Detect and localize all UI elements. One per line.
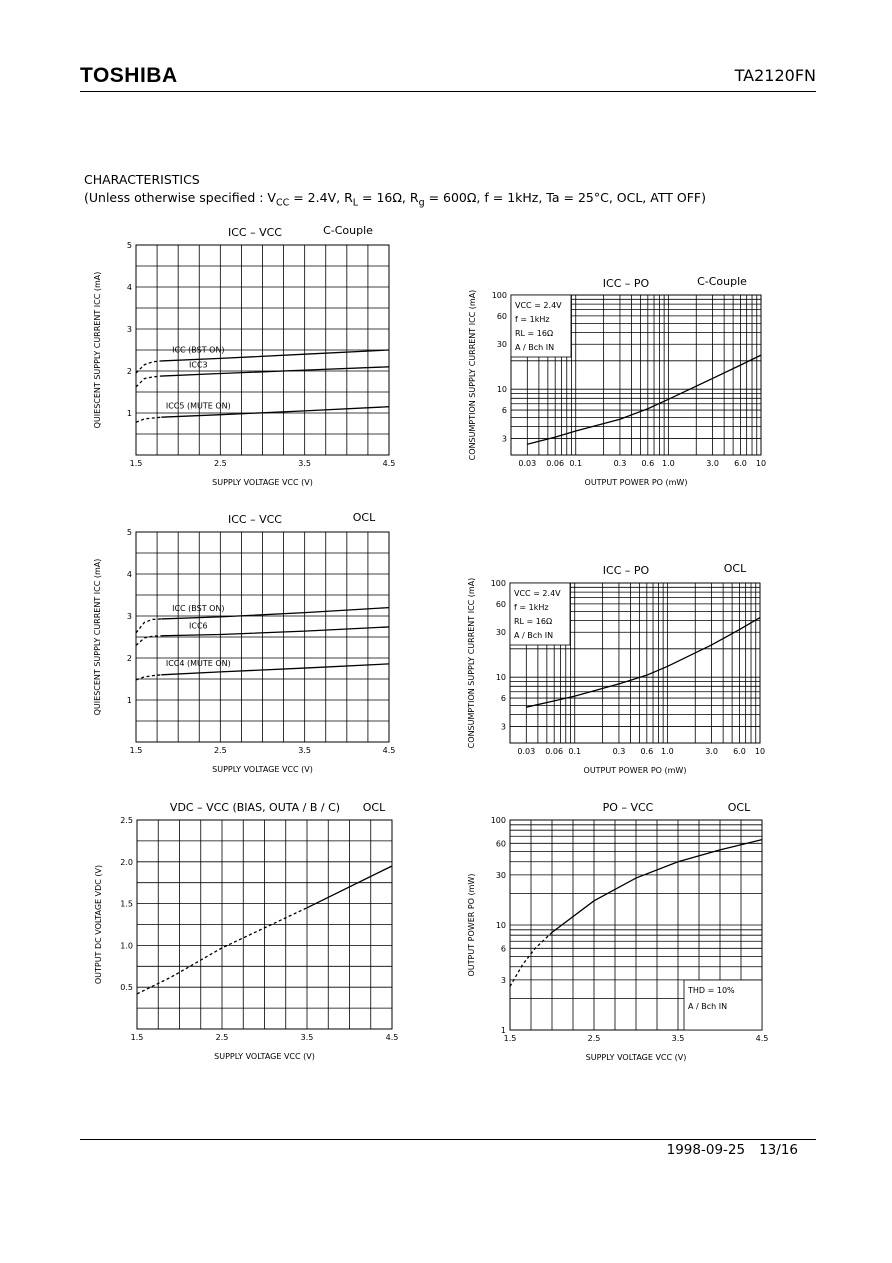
chart-4 [94, 801, 398, 1061]
conditions-rl: = 16Ω, R [358, 190, 419, 205]
chart-title: VDC – VCC (BIAS, OUTA / B / C) [169, 801, 341, 814]
y-tick-label: 30 [495, 870, 506, 880]
y-tick-label: 30 [495, 628, 506, 638]
chart-title: ICC – PO [602, 277, 650, 290]
y-tick-label: 4 [126, 570, 132, 579]
x-tick-label: 1.0 [662, 459, 675, 468]
y-tick-label: 4 [126, 283, 132, 292]
chart-mode: C-Couple [323, 224, 373, 237]
y-tick-label: 30 [496, 340, 507, 350]
legend-entry: VCC = 2.4V [515, 301, 562, 310]
chart-mode: OCL [727, 801, 751, 814]
x-tick-label: 3.5 [300, 1033, 314, 1042]
x-tick-label: 6.0 [733, 747, 746, 756]
legend-entry: A / Bch IN [515, 343, 555, 352]
series-label: ICC5 (MUTE ON) [165, 401, 231, 411]
brand-logo: TOSHIBA [80, 64, 178, 87]
x-tick-label: 0.6 [640, 747, 654, 756]
x-tick-label: 4.5 [385, 1033, 399, 1042]
y-tick-label: 1 [500, 1026, 506, 1035]
y-axis-label: OUTPUT DC VOLTAGE VDC (V) [94, 864, 103, 985]
y-tick-label: 60 [495, 839, 506, 849]
x-tick-label: 0.6 [641, 459, 655, 468]
part-number: TA2120FN [734, 66, 816, 85]
x-tick-label: 1.5 [129, 459, 143, 468]
x-tick-label: 1.5 [130, 1033, 144, 1042]
x-tick-label: 0.06 [546, 459, 565, 468]
footer-page: 13/16 [759, 1142, 798, 1158]
y-tick-label: 1 [126, 409, 132, 418]
x-axis-label: SUPPLY VOLTAGE VCC (V) [214, 1052, 315, 1061]
series-line-dashed [136, 619, 161, 633]
chart-grid [136, 532, 389, 742]
y-tick-label: 100 [491, 291, 507, 300]
legend-entry: THD = 10% [688, 986, 735, 995]
conditions-sub-l: L [352, 197, 359, 209]
y-axis-label: QUIESCENT SUPPLY CURRENT ICC (mA) [93, 558, 102, 716]
x-axis-label: OUTPUT POWER PO (mW) [583, 766, 687, 775]
y-axis-label: CONSUMPTION SUPPLY CURRENT ICC (mA) [468, 289, 477, 461]
legend-entry: RL = 16Ω [515, 329, 554, 338]
y-tick-label: 5 [126, 241, 132, 250]
chart-3 [467, 562, 765, 775]
x-tick-label: 3.0 [705, 747, 718, 756]
series-label: ICC6 [189, 621, 208, 631]
legend-entry: VCC = 2.4V [514, 589, 561, 598]
y-tick-label: 2 [126, 654, 132, 663]
x-tick-label: 0.06 [545, 747, 564, 756]
chart-2 [93, 511, 395, 774]
x-tick-label: 4.5 [382, 746, 396, 755]
y-tick-label: 3 [126, 325, 132, 334]
x-tick-label: 0.3 [613, 459, 627, 468]
y-tick-label: 60 [496, 311, 507, 321]
conditions-prefix: (Unless otherwise specified : V [84, 190, 276, 205]
y-tick-label: 100 [490, 579, 506, 588]
y-axis-label: CONSUMPTION SUPPLY CURRENT ICC (mA) [467, 577, 476, 749]
legend-entry: f = 1kHz [514, 603, 549, 612]
y-tick-label: 6 [500, 944, 506, 954]
x-axis-label: SUPPLY VOLTAGE VCC (V) [585, 1053, 687, 1062]
chart-mode: OCL [352, 511, 376, 524]
x-axis-label: OUTPUT POWER PO (mW) [584, 478, 688, 487]
conditions-rest: = 600Ω, f = 1kHz, Ta = 25°C, OCL, ATT OFF) [424, 190, 706, 205]
x-tick-label: 2.5 [215, 1033, 229, 1042]
y-tick-label: 60 [495, 599, 506, 609]
y-tick-label: 3 [500, 722, 506, 732]
y-tick-label: 2.0 [120, 857, 133, 867]
chart-mode: C-Couple [697, 275, 747, 288]
x-tick-label: 2.5 [213, 459, 227, 468]
conditions-vcc: = 2.4V, R [289, 190, 353, 205]
x-tick-label: 1.5 [129, 746, 143, 755]
series-line-dashed [136, 417, 161, 422]
y-tick-label: 0.5 [120, 983, 133, 993]
chart-1 [468, 275, 766, 487]
section-title: CHARACTERISTICS [84, 172, 200, 187]
x-tick-label: 0.1 [569, 459, 583, 468]
x-tick-label: 2.5 [213, 746, 227, 755]
x-tick-label: 10 [754, 747, 766, 756]
x-tick-label: 2.5 [587, 1034, 601, 1043]
y-tick-label: 10 [496, 385, 507, 395]
chart-title: ICC – VCC [228, 226, 282, 239]
chart-5 [467, 801, 768, 1062]
chart-title: ICC – VCC [228, 513, 282, 526]
x-tick-label: 3.0 [706, 459, 719, 468]
chart-mode: OCL [723, 562, 747, 575]
footer-rule [80, 1139, 816, 1140]
x-tick-label: 1.0 [661, 747, 674, 756]
x-tick-label: 3.5 [298, 746, 312, 755]
x-tick-label: 0.03 [517, 747, 536, 756]
y-tick-label: 2 [126, 367, 132, 376]
series-label: ICC (BST ON) [172, 345, 225, 355]
legend-entry: f = 1kHz [515, 315, 550, 324]
y-tick-label: 3 [126, 612, 132, 621]
y-tick-label: 2.5 [120, 816, 133, 825]
x-tick-label: 10 [755, 459, 767, 468]
y-tick-label: 1.0 [120, 941, 133, 951]
y-tick-label: 10 [495, 921, 506, 930]
conditions-sub-cc: CC [275, 197, 290, 209]
y-tick-label: 10 [495, 673, 506, 683]
series-line [527, 355, 761, 444]
chart-0 [93, 224, 395, 487]
series-label: ICC4 (MUTE ON) [165, 658, 231, 668]
y-axis-label: QUIESCENT SUPPLY CURRENT ICC (mA) [93, 271, 102, 429]
chart-grid [137, 820, 392, 1029]
y-tick-label: 5 [126, 528, 132, 537]
series-label: ICC (BST ON) [172, 603, 225, 613]
legend-entry: A / Bch IN [514, 631, 554, 640]
conditions-sub-g: g [418, 197, 425, 209]
y-tick-label: 3 [501, 434, 507, 444]
x-tick-label: 0.1 [568, 747, 582, 756]
x-axis-label: SUPPLY VOLTAGE VCC (V) [212, 478, 313, 487]
x-tick-label: 4.5 [755, 1034, 769, 1043]
y-tick-label: 100 [490, 816, 506, 825]
x-tick-label: 1.5 [503, 1034, 517, 1043]
chart-title: PO – VCC [602, 801, 654, 814]
x-tick-label: 6.0 [734, 459, 747, 468]
y-tick-label: 6 [501, 406, 507, 416]
chart-mode: OCL [362, 801, 386, 814]
y-axis-label: OUTPUT POWER PO (mW) [467, 873, 476, 977]
x-tick-label: 0.3 [612, 747, 626, 756]
footer-date: 1998-09-25 [666, 1142, 746, 1158]
series-line-dashed [136, 376, 161, 387]
x-tick-label: 0.03 [518, 459, 537, 468]
series-label: ICC3 [189, 360, 208, 370]
x-tick-label: 4.5 [382, 459, 396, 468]
x-tick-label: 3.5 [298, 459, 312, 468]
legend-entry: RL = 16Ω [514, 617, 553, 626]
y-tick-label: 3 [500, 975, 506, 985]
y-tick-label: 1.5 [120, 899, 133, 909]
footer [667, 1142, 798, 1158]
chart-title: ICC – PO [602, 564, 650, 577]
y-tick-label: 6 [500, 694, 506, 704]
x-axis-label: SUPPLY VOLTAGE VCC (V) [212, 765, 313, 774]
legend-entry: A / Bch IN [688, 1002, 728, 1011]
x-tick-label: 3.5 [671, 1034, 685, 1043]
y-tick-label: 1 [126, 696, 132, 705]
